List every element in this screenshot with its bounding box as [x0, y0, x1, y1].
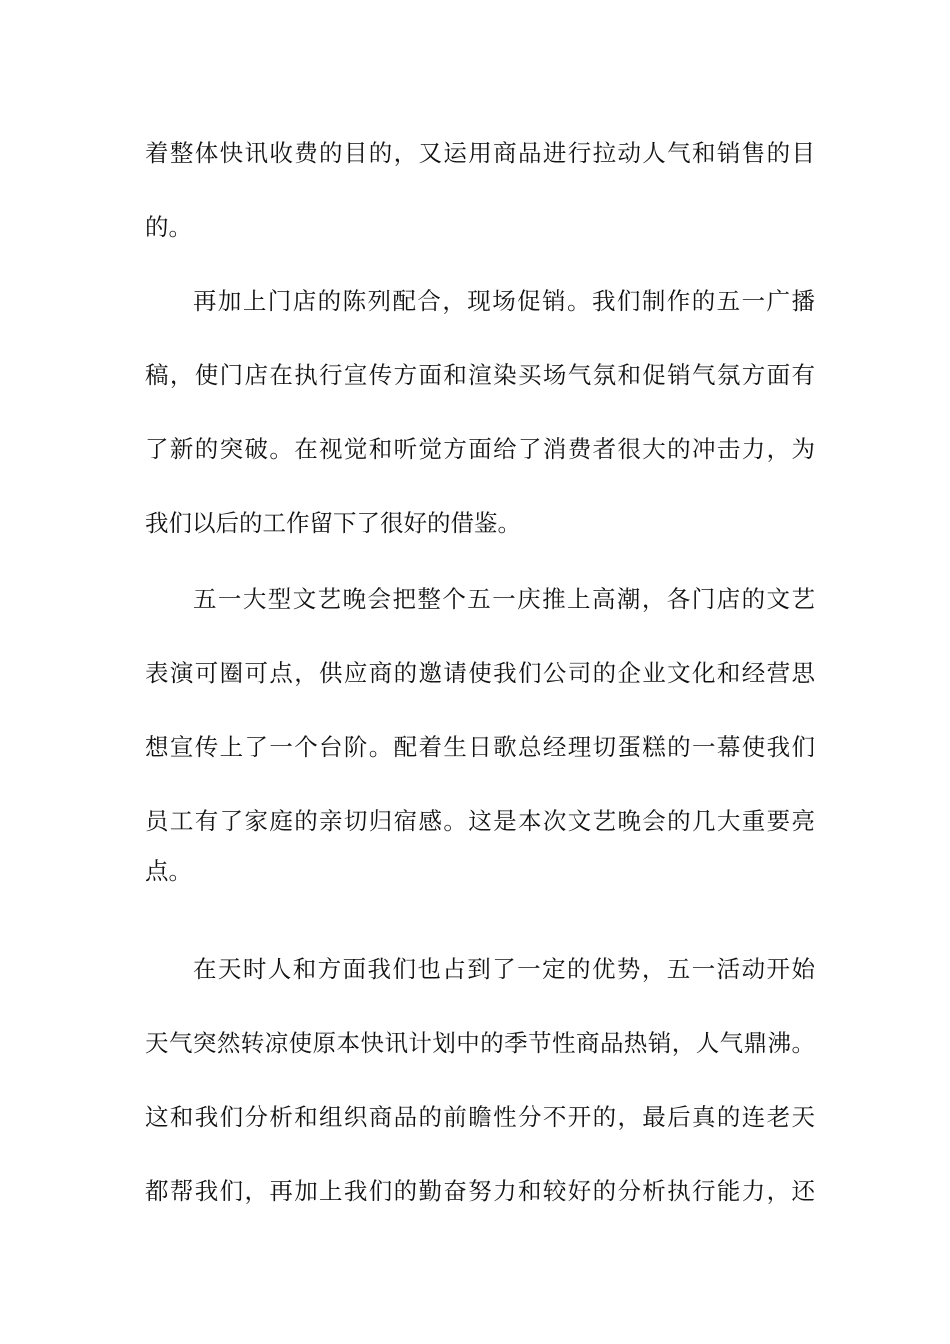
- text-line: 天气突然转凉使原本快讯计划中的季节性商品热销，人气鼎沸。: [145, 1029, 815, 1057]
- text-line: 的。: [145, 213, 192, 241]
- text-line: 稿，使门店在执行宣传方面和渲染买场气氛和促销气氛方面有: [145, 361, 815, 389]
- text-line: 想宣传上了一个台阶。配着生日歌总经理切蛋糕的一幕使我们: [145, 733, 815, 761]
- text-line: 员工有了家庭的亲切归宿感。这是本次文艺晚会的几大重要亮: [145, 807, 815, 835]
- text-line: 我们以后的工作留下了很好的借鉴。: [145, 509, 521, 537]
- paragraph-first-line: 再加上门店的陈列配合，现场促销。我们制作的五一广播: [193, 287, 815, 315]
- paragraph-first-line: 在天时人和方面我们也占到了一定的优势，五一活动开始: [193, 955, 815, 983]
- paragraph-first-line: 五一大型文艺晚会把整个五一庆推上高潮，各门店的文艺: [193, 585, 815, 613]
- text-line: 点。: [145, 857, 192, 885]
- text-line: 着整体快讯收费的目的，又运用商品进行拉动人气和销售的目: [145, 139, 815, 167]
- text-line: 表演可圈可点，供应商的邀请使我们公司的企业文化和经营思: [145, 659, 815, 687]
- text-line: 这和我们分析和组织商品的前瞻性分不开的，最后真的连老天: [145, 1103, 815, 1131]
- text-line: 都帮我们，再加上我们的勤奋努力和较好的分析执行能力，还: [145, 1177, 815, 1205]
- text-line: 了新的突破。在视觉和听觉方面给了消费者很大的冲击力，为: [145, 435, 815, 463]
